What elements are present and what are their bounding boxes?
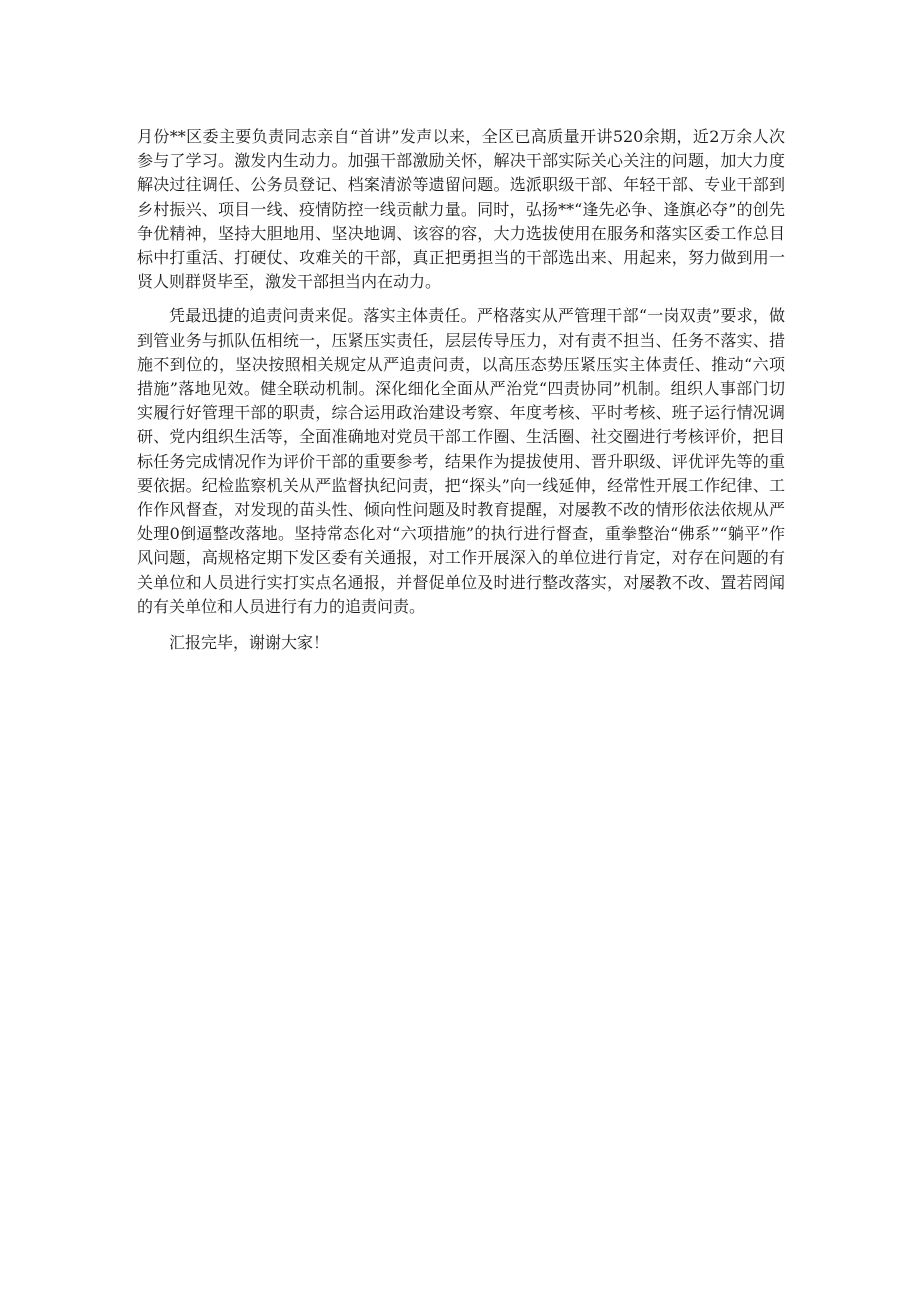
paragraph-continued: 月份**区委主要负责同志亲自“首讲”发声以来，全区已高质量开讲520余期，近2万余人次参与了学习。激发内生动力。加强干部激励关怀，解决干部实际关心关注的问题，加大力度解决过往调任、公务员登记、档案清淤等遗留问题。选派职级干部、年轻干部、专业干部到乡村振兴、项目一线、疫情防控一线贡献力量。同时，弘扬**“逢先必争、逢旗必夺”的创先争优精神，坚持大胆地用、坚决地调、该容的容，大力选拔使用在服务和落实区委工作总目标中打重活、打硬仗、攻难关的干部，真正把勇担当的干部选出来、用起来，努力做到用一贤人则群贤毕至，激发干部担当内在动力。 (137, 127, 785, 292)
paragraph-accountability: 凭最迅捷的追责问责来促。落实主体责任。严格落实从严管理干部“一岗双责”要求，做到管业务与抓队伍相统一，压紧压实责任，层层传导压力，对有责不担当、任务不落实、措施不到位的，坚决按照相关规定从严追责问责，以高压态势压紧压实主体责任、推动“六项措施”落地见效。健全联动机制。深化细化全面从严治党“四责协同”机制。组织人事部门切实履行好管理干部的职责，综合运用政治建设考察、年度考核、平时考核、班子运行情况调研、党内组织生活等，全面准确地对党员干部工作圈、生活圈、社交圈进行考核评价，把目标任务完成情况作为评价干部的重要参考，结果作为提拔使用、晋升职级、评优评先等的重要依据。纪检监察机关从严监督执纪问责，把“探头”向一线延伸，经常性开展工作纪律、工作作风督查，对发现的苗头性、倾向性问题及时教育提醒，对屡教不改的情形依法依规从严处理0倒逼整改落地。坚持常态化对“六项措施”的执行进行督查，重拳整治“佛系”“躺平”作风问题，高规格定期下发区委有关通报，对工作开展深入的单位进行肯定，对存在问题的有关单位和人员进行实打实点名通报，并督促单位及时进行整改落实，对屡教不改、置若罔闻的有关单位和人员进行有力的追责问责。 (137, 306, 785, 616)
paragraph-closing: 汇报完毕，谢谢大家！ (169, 633, 330, 653)
document-body (137, 125, 785, 665)
